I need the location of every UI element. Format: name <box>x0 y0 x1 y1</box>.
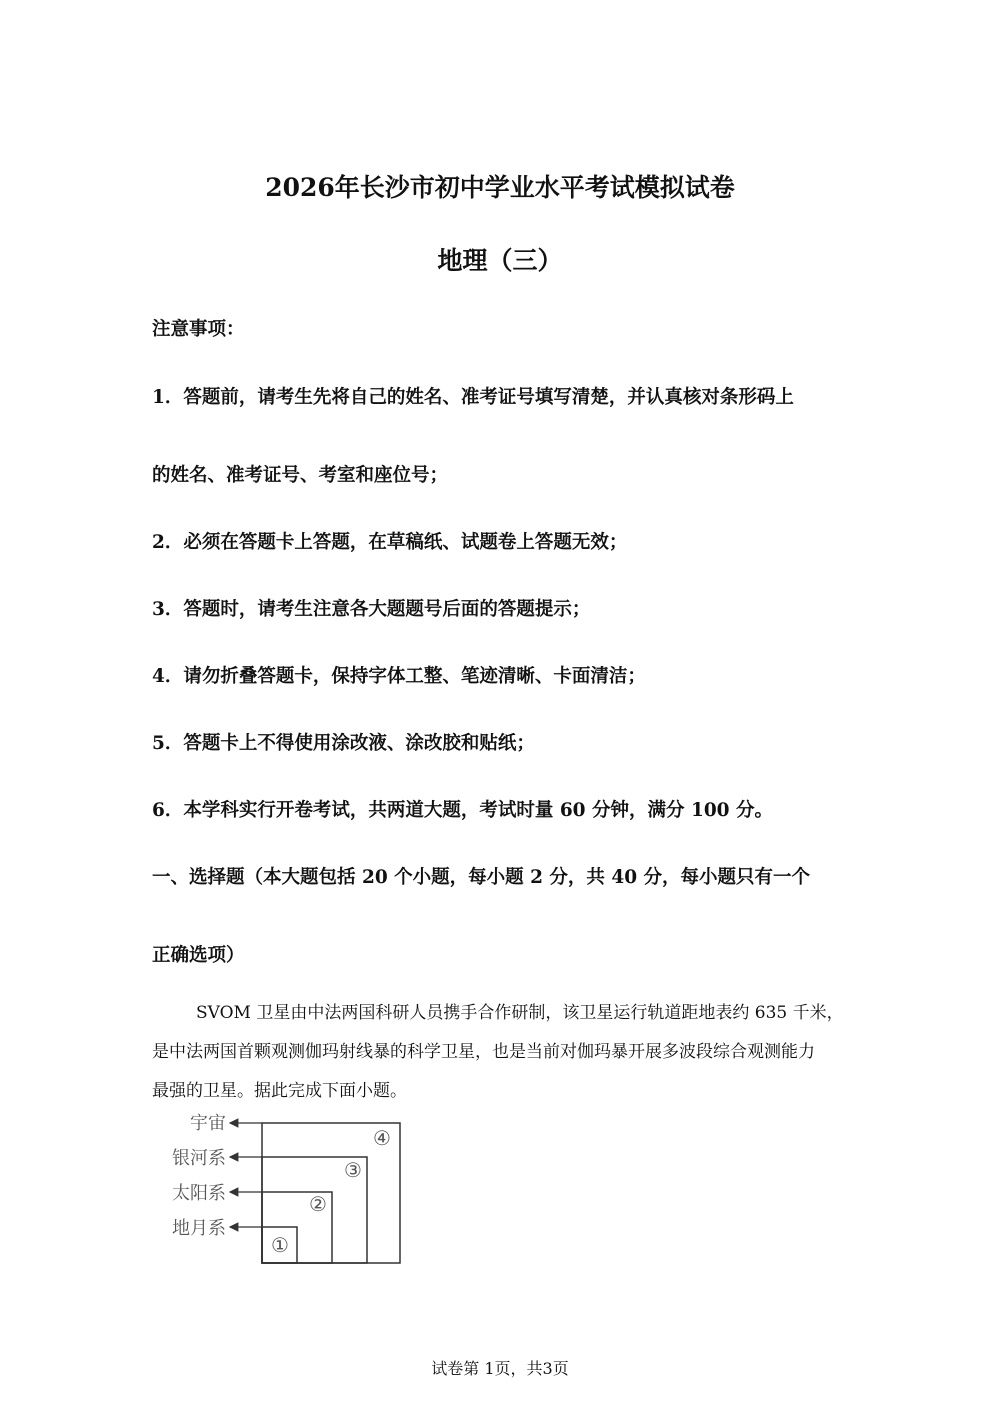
label-earth-moon: 地月系 <box>172 1218 226 1239</box>
marker-3: ③ <box>344 1158 362 1182</box>
notice-item-1-line-2: 的姓名、准考证号、考室和座位号； <box>152 465 449 486</box>
notice-item-2: 2．必须在答题卡上答题，在草稿纸、试题卷上答题无效； <box>152 532 628 553</box>
notice-item-6: 6．本学科实行开卷考试，共两道大题，考试时量 60 分钟，满分 100 分。 <box>152 800 773 821</box>
marker-1: ① <box>271 1233 289 1257</box>
exam-title: 2026年长沙市初中学业水平考试模拟试卷 <box>265 173 735 202</box>
label-solar-system: 太阳系 <box>172 1183 226 1204</box>
passage-line-3: 最强的卫星。据此完成下面小题。 <box>152 1081 407 1101</box>
notice-item-5: 5．答题卡上不得使用涂改液、涂改胶和贴纸； <box>152 733 535 754</box>
marker-4: ④ <box>373 1126 391 1150</box>
subject-title: 地理（三） <box>437 246 563 275</box>
notice-item-1-line-1: 1．答题前，请考生先将自己的姓名、准考证号填写清楚，并认真核对条形码上 <box>152 387 794 408</box>
section-heading-line-1: 一、选择题（本大题包括 20 个小题，每小题 2 分，共 40 分，每小题只有一个 <box>152 867 811 888</box>
notice-heading: 注意事项： <box>152 319 245 340</box>
passage-line-1: SVOM 卫星由中法两国科研人员携手合作研制，该卫星运行轨道距地表约 635 千米， <box>196 1003 844 1023</box>
passage-line-2: 是中法两国首颗观测伽玛射线暴的科学卫星，也是当前对伽玛暴开展多波段综合观测能力 <box>152 1042 815 1062</box>
section-heading-line-2: 正确选项） <box>152 945 245 966</box>
notice-item-4: 4．请勿折叠答题卡，保持字体工整、笔迹清晰、卡面清洁； <box>152 666 646 687</box>
marker-2: ② <box>309 1192 327 1216</box>
celestial-system-diagram <box>160 1105 410 1270</box>
label-galaxy: 银河系 <box>172 1148 226 1169</box>
notice-item-3: 3．答题时，请考生注意各大题题号后面的答题提示； <box>152 599 591 620</box>
label-universe: 宇宙 <box>190 1113 226 1134</box>
page-footer: 试卷第 1页，共3页 <box>431 1359 569 1378</box>
